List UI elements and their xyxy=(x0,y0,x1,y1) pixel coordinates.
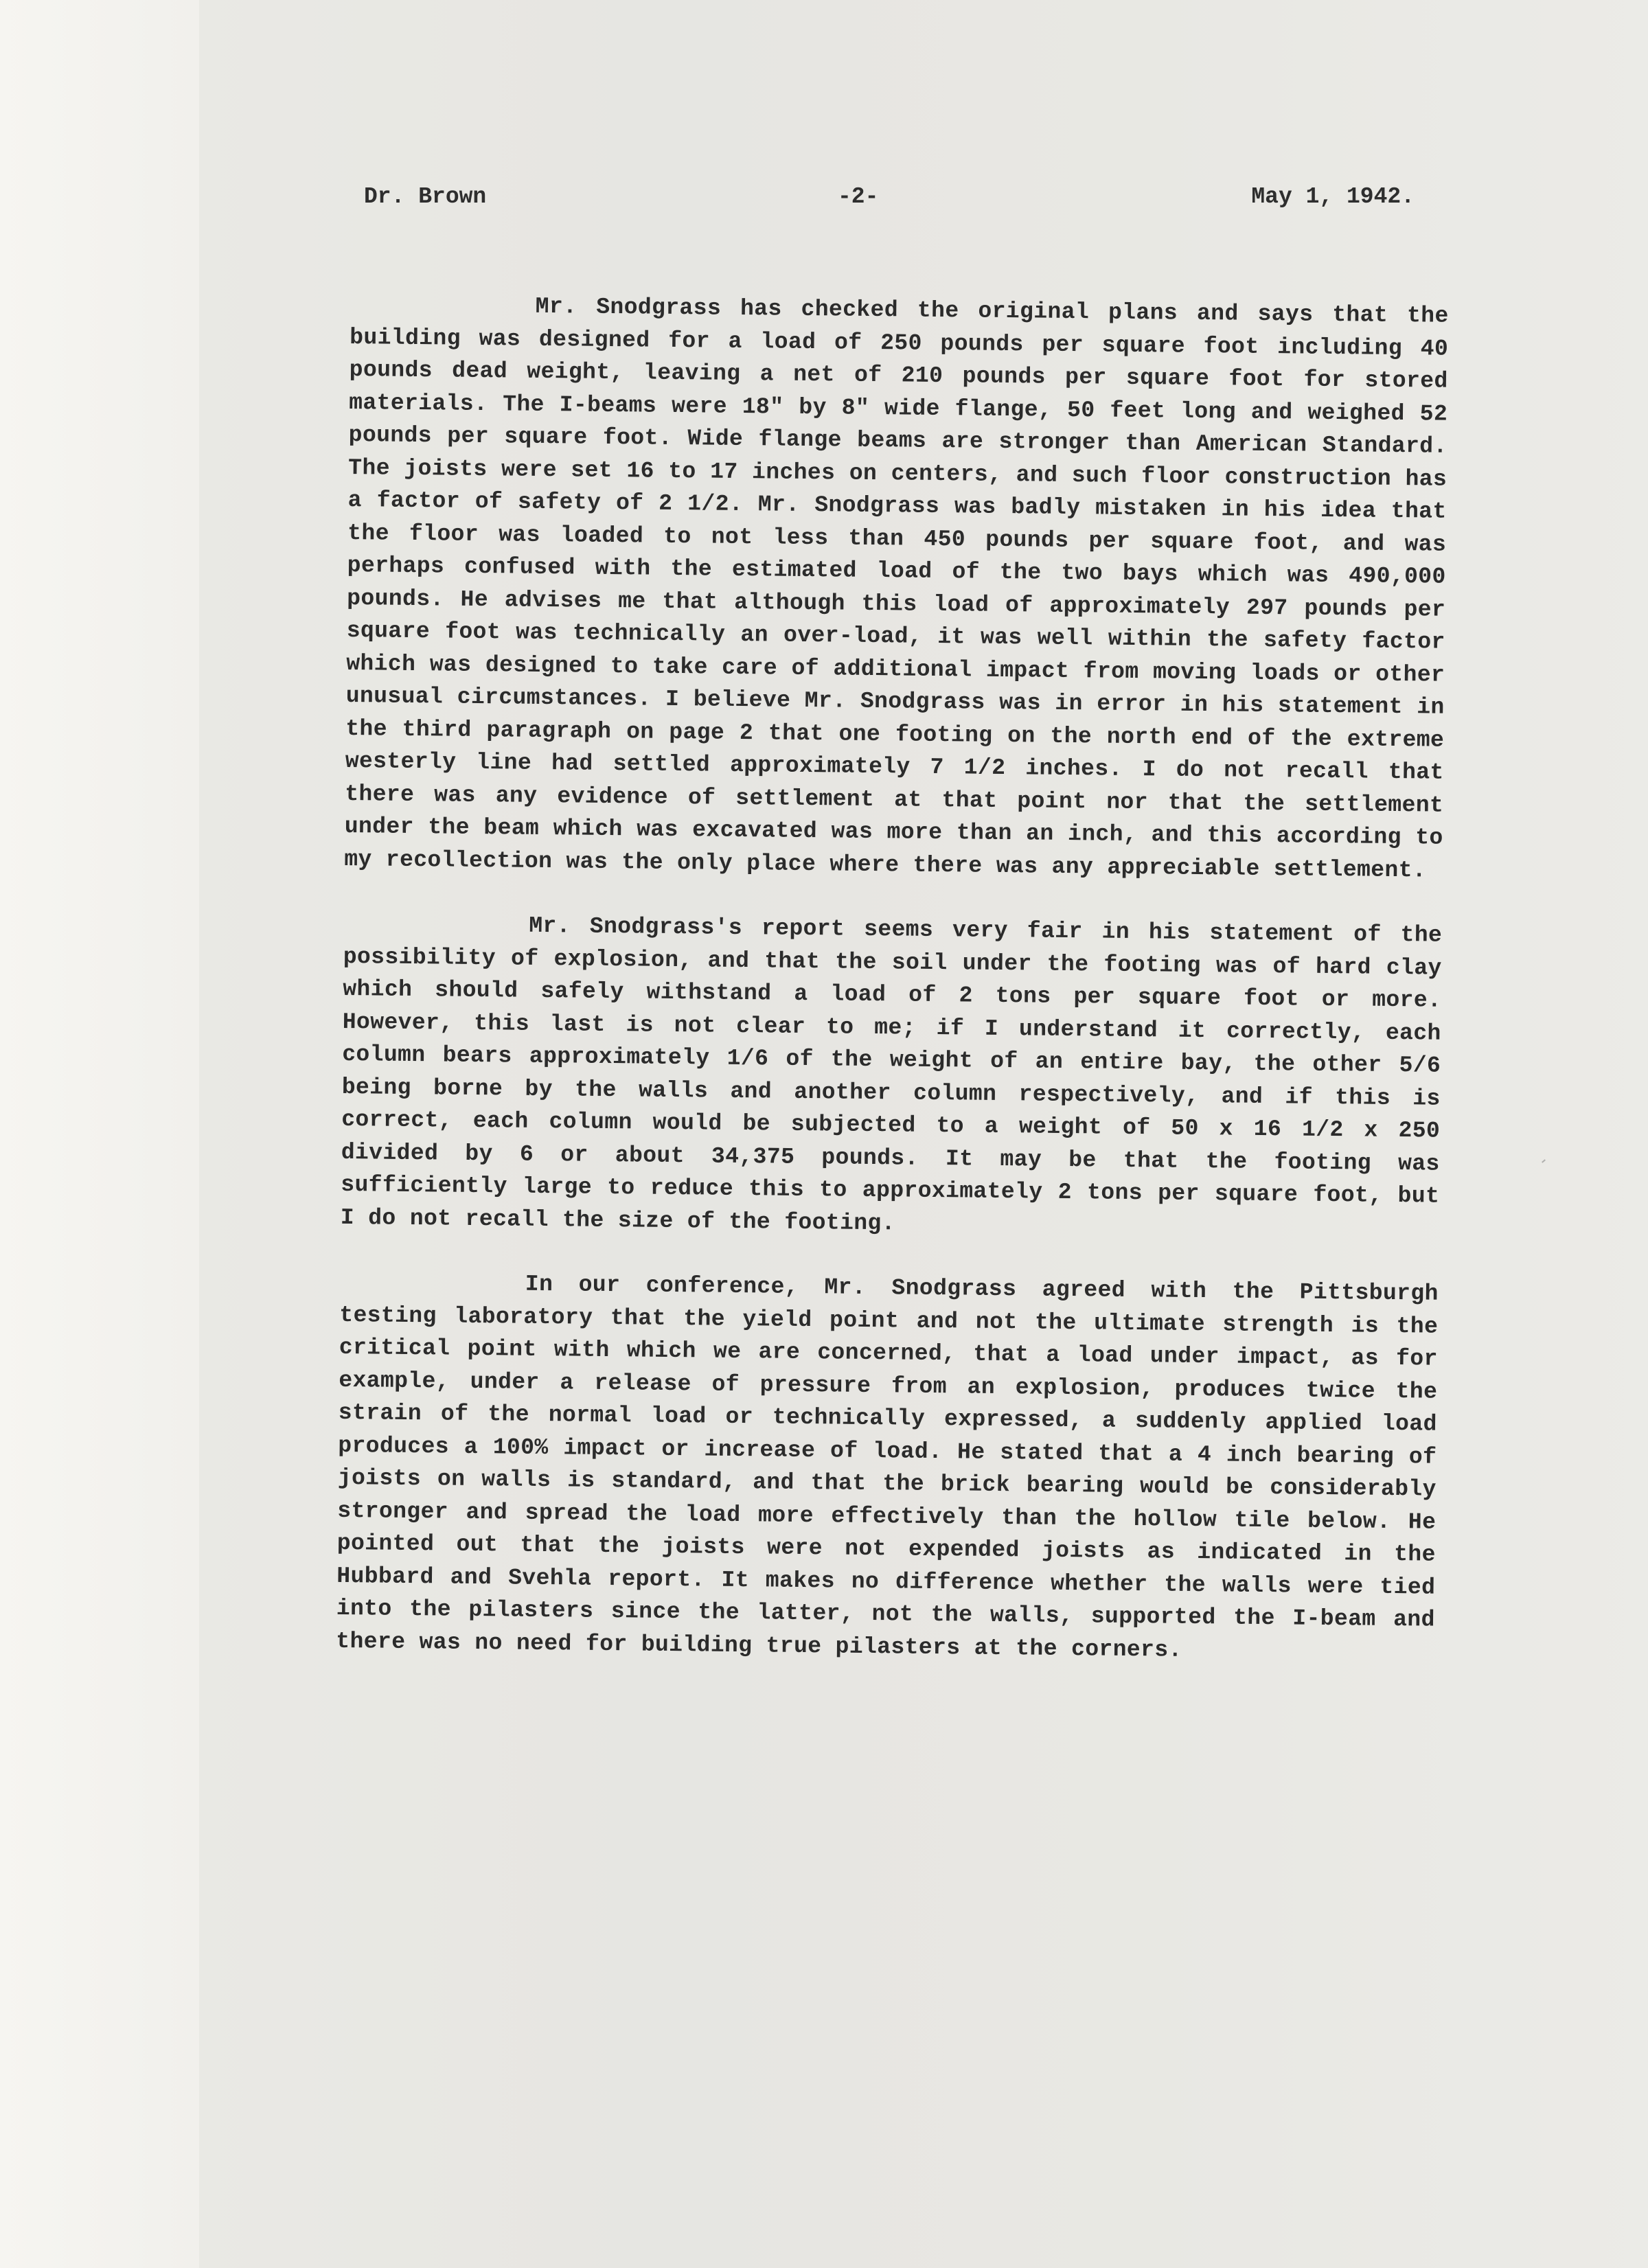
paragraph-soil-and-footing: Mr. Snodgrass's report seems very fair in his statement of the possibility of explosion, and that the soil under the footing was of hard clay which should safely withstand a load of 2 tons per square foot or more. However, this last is not clear to me; if I understand it correctly, each column bears approximately 1/6 of the weight of an entire bay, the other 5/6 being borne by the walls and another column respectively, and if this is correct, each column would be subjected to a weight of 50 x 16 1/2 x 250 divided by 6 or about 34,375 pounds. It may be that the footing was sufficiently large to reduce this to approximately 2 tons per square foot, but I do not recall the size of the footing. xyxy=(340,913,1443,1236)
recipient-name: Dr. Brown xyxy=(364,184,487,209)
letter-date: May 1, 1942. xyxy=(1251,184,1415,209)
letter-body xyxy=(336,288,1449,1669)
paragraph-structural-design: Mr. Snodgrass has checked the original plans and says that the building was designed for a load of 250 pounds per square foot including 40 pounds dead weight, leaving a net of 210 pounds per square foot for stored materials. The I-beams were 18" by 8" wide flange, 50 feet long and weighed 52 pounds per square foot. Wide flange beams are stronger than American Standard. The joists were set 16 to 17 inches on centers, and such floor construction has a factor of safety of 2 1/2. Mr. Snodgrass was badly mistaken in his idea that the floor was loaded to not less than 450 pounds per square foot, and was perhaps confused with the estimated load of the two bays which was 490,000 pounds. He advises me that although this load of approximately 297 pounds per square foot was technically an over-load, it was well within the safety factor which was designed to take care of additional impact from moving loads or other unusual circumstances. I believe Mr. Snodgrass was in error in his statement in the third paragraph on page 2 that one footing on the north end of the extreme westerly line had settled approximately 7 1/2 inches. I do not recall that there was any evidence of settlement at that point nor that the settlement under the beam which was excavated was more than an inch, and this according to my recollection was the only place where there was any appreciable settlement. xyxy=(344,293,1449,883)
letter-header xyxy=(364,184,1415,225)
page-number: -2- xyxy=(838,184,879,209)
paragraph-conference-findings: In our conference, Mr. Snodgrass agreed with the Pittsburgh testing laboratory that the yield point and not the ultimate strength is the critical point with which we are concerned, that a load under impact, as for example, under a release of pressure from an explosion, produces twice the strain of the normal load or technically expressed, a suddenly applied load produces a 100% impact or increase of load. He stated that a 4 inch bearing of joists on walls is standard, and that the brick bearing would be considerably stronger and spread the load more effectively than the hollow tile below. He pointed out that the joists were not expended joists as indicated in the Hubbard and Svehla report. It makes no difference whether the walls were tied into the pilasters since the latter, not the walls, supported the I-beam and there was no need for building true pilasters at the corners. xyxy=(336,1271,1439,1663)
